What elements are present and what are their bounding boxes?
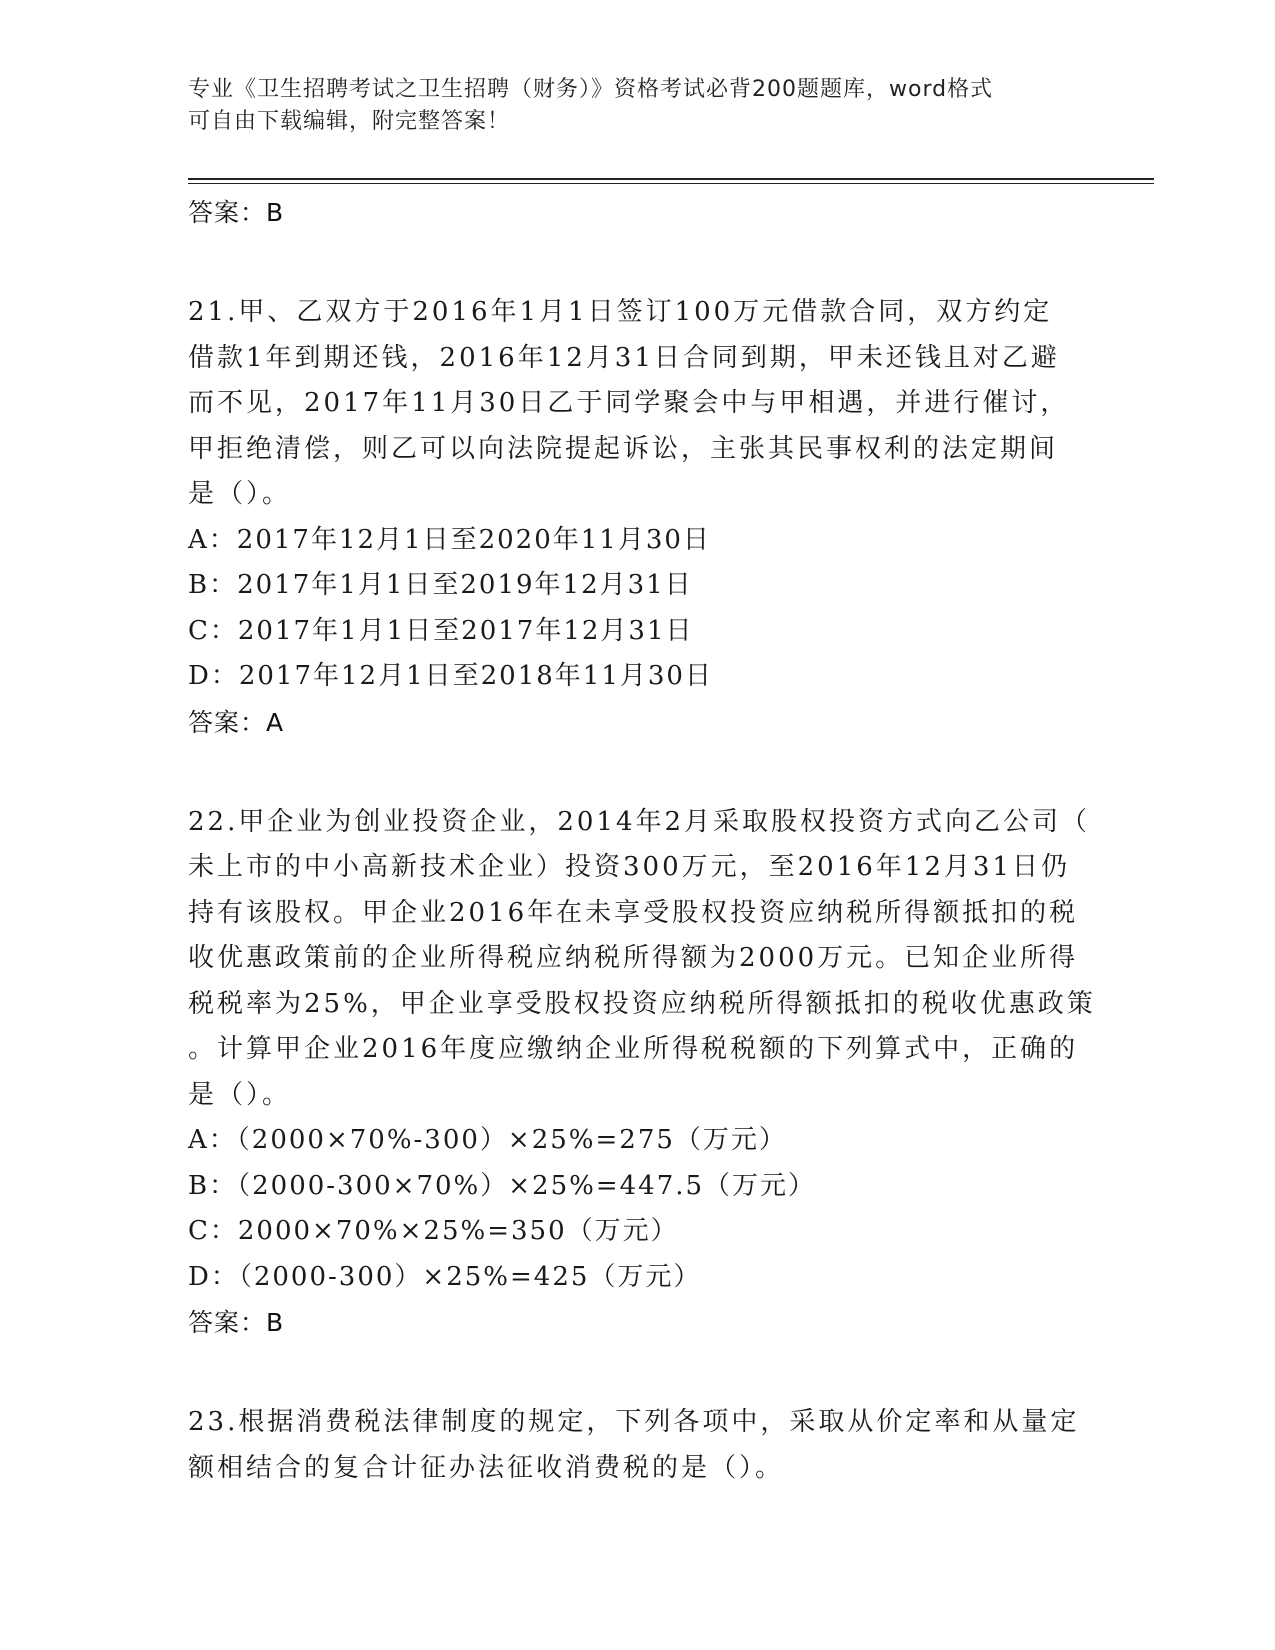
question-text: 甲拒绝清偿，则乙可以向法院提起诉讼，主张其民事权利的法定期间 — [188, 433, 1059, 464]
question-block — [188, 1400, 1088, 1491]
answer-label: 答案：A — [188, 707, 285, 737]
question-content — [188, 190, 1096, 1491]
option-d: D：（2000-300）×25%=425（万元） — [188, 1261, 702, 1292]
question-text: 21.甲、乙双方于2016年1月1日签订100万元借款合同，双方约定 — [188, 297, 1053, 327]
option-c: C：2000×70%×25%=350（万元） — [188, 1216, 679, 1246]
option-d: D：2017年12月1日至2018年11月30日 — [188, 661, 713, 691]
question-text: 税税率为25%，甲企业享受股权投资应纳税所得额抵扣的税收优惠政策 — [188, 988, 1096, 1019]
question-text: 而不见，2017年11月30日乙于同学聚会中与甲相遇，并进行催讨， — [188, 388, 1070, 418]
question-text: 额相结合的复合计征办法征收消费税的是（）。 — [188, 1452, 785, 1483]
answer-label: 答案：B — [188, 1308, 285, 1337]
option-a: A：（2000×70%-300）×25%=275（万元） — [188, 1125, 787, 1155]
header-divider — [188, 183, 1154, 184]
question-text: 持有该股权。甲企业2016年在未享受股权投资应纳税所得额抵扣的税 — [188, 897, 1079, 928]
header-title-line: 专业《卫生招聘考试之卫生招聘（财务）》资格考试必背200题题库，word格式 — [188, 77, 994, 102]
option-b: B：2017年1月1日至2019年12月31日 — [188, 570, 693, 600]
question-text: 。计算甲企业2016年度应缴纳企业所得税税额的下列算式中，正确的 — [188, 1034, 1079, 1064]
answer-label: 答案：B — [188, 198, 285, 227]
header-divider — [188, 178, 1154, 180]
question-text: 是（）。 — [188, 1079, 292, 1110]
question-text: 收优惠政策前的企业所得税应纳税所得额为2000万元。已知企业所得 — [188, 943, 1079, 973]
option-c: C：2017年1月1日至2017年12月31日 — [188, 615, 694, 646]
option-b: B：（2000-300×70%）×25%=447.5（万元） — [188, 1170, 817, 1201]
option-a: A：2017年12月1日至2020年11月30日 — [188, 524, 711, 555]
question-text: 23.根据消费税法律制度的规定，下列各项中，采取从价定率和从量定 — [188, 1407, 1080, 1437]
header-title-line: 可自由下载编辑，附完整答案！ — [188, 109, 511, 134]
question-text: 借款1年到期还钱，2016年12月31日合同到期，甲未还钱且对乙避 — [188, 342, 1060, 373]
question-text: 22.甲企业为创业投资企业，2014年2月采取股权投资方式向乙公司（ — [188, 806, 1091, 837]
question-block — [188, 290, 1088, 746]
question-text: 是（）。 — [188, 479, 292, 509]
document-header — [188, 74, 1068, 138]
question-text: 未上市的中小高新技术企业）投资300万元，至2016年12月31日仍 — [188, 852, 1070, 882]
question-block — [188, 800, 1096, 1347]
